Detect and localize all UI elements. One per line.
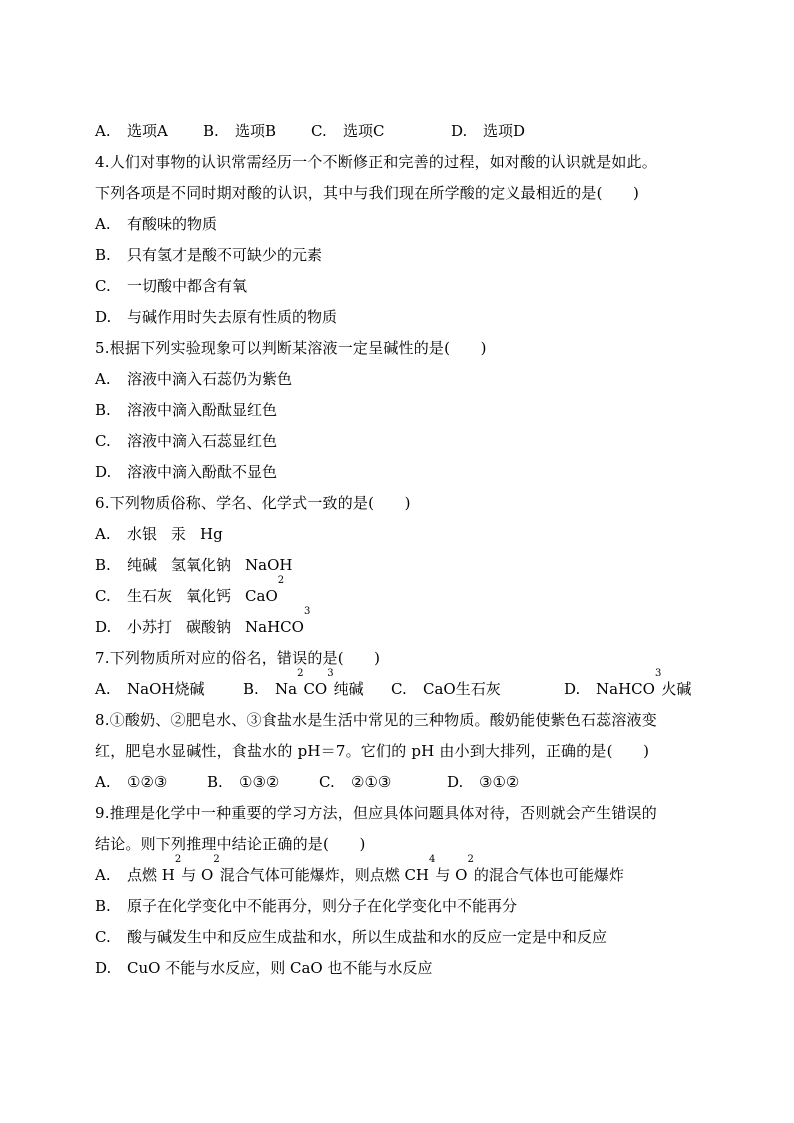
q7-option-b: B. Na 2 CO 3 纯碱: [243, 668, 364, 698]
q5-stem: 5.根据下列实验现象可以判断某溶液一定呈碱性的是( ): [95, 339, 487, 357]
question-content: [95, 116, 707, 984]
q6-option-d: D. 小苏打 碳酸钠 NaHCO 3: [95, 606, 311, 636]
q9-stem-line2: 结论。则下列推理中结论正确的是( ): [95, 835, 366, 853]
q3-options: [95, 116, 707, 147]
q4-option-d: D. 与碱作用时失去原有性质的物质: [95, 308, 338, 326]
q6-option-a: A. 水银 汞 Hg: [95, 525, 223, 543]
q9-option-b: B. 原子在化学变化中不能再分，则分子在化学变化中不能再分: [95, 897, 518, 915]
q5-option-b: B. 溶液中滴入酚酞显红色: [95, 401, 278, 419]
q8-option-b: B. ①③②: [207, 773, 280, 791]
q4-stem-line2: 下列各项是不同时期对酸的认识，其中与我们现在所学酸的定义最相近的是( ): [95, 184, 640, 202]
q6-stem: 6.下列物质俗称、学名、化学式一致的是( ): [95, 494, 411, 512]
q8-options: [95, 767, 707, 798]
q9-stem-line1: 9.推理是化学中一种重要的学习方法，但应具体问题具体对待，否则就会产生错误的: [95, 804, 657, 822]
q3-option-d: D. 选项D: [451, 122, 526, 140]
q9-option-a: A. 点燃 H 2 与 O 2 混合气体可能爆炸，则点燃 CH 4 与 O 2 的混合气体也可能爆炸: [95, 854, 624, 884]
q7-option-a: A. NaOH 烧碱: [95, 680, 205, 698]
q3-option-c: C. 选项C: [311, 122, 385, 140]
q6-option-b: B. 纯碱 氢氧化钠 NaOH: [95, 556, 293, 574]
q8-stem-line1: 8.①酸奶、②肥皂水、③食盐水是生活中常见的三种物质。酸奶能使紫色石蕊溶液变: [95, 711, 657, 729]
q9-option-c: C. 酸与碱发生中和反应生成盐和水，所以生成盐和水的反应一定是中和反应: [95, 928, 608, 946]
q5-option-d: D. 溶液中滴入酚酞不显色: [95, 463, 278, 481]
q4-option-b: B. 只有氢才是酸不可缺少的元素: [95, 246, 323, 264]
q8-stem-line2: 红，肥皂水显碱性，食盐水的 pH＝7。它们的 pH 由小到大排列，正确的是( ): [95, 742, 650, 760]
q5-option-a: A. 溶液中滴入石蕊仍为紫色: [95, 370, 293, 388]
q7-option-c: C. CaO 生石灰: [391, 680, 501, 698]
q8-option-d: D. ③①②: [447, 773, 520, 791]
q8-option-a: A. ①②③: [95, 773, 168, 791]
q5-option-c: C. 溶液中滴入石蕊显红色: [95, 432, 278, 450]
q4-option-a: A. 有酸味的物质: [95, 215, 218, 233]
q8-option-c: C. ②①③: [319, 773, 392, 791]
q6-option-c: C. 生石灰 氧化钙 CaO 2: [95, 575, 285, 605]
q3-option-a: A. 选项A: [95, 122, 168, 140]
q7-options: [95, 668, 707, 705]
q7-option-d: D. NaHCO 3 火碱: [564, 668, 692, 698]
q4-stem-line1: 4.人们对事物的认识常需经历一个不断修正和完善的过程，如对酸的认识就是如此。: [95, 153, 657, 171]
q3-option-b: B. 选项B: [203, 122, 277, 140]
q9-option-d: D. CuO 不能与水反应，则 CaO 也不能与水反应: [95, 959, 433, 977]
q4-option-c: C. 一切酸中都含有氧: [95, 277, 248, 295]
q7-stem: 7.下列物质所对应的俗名，错误的是( ): [95, 649, 381, 667]
